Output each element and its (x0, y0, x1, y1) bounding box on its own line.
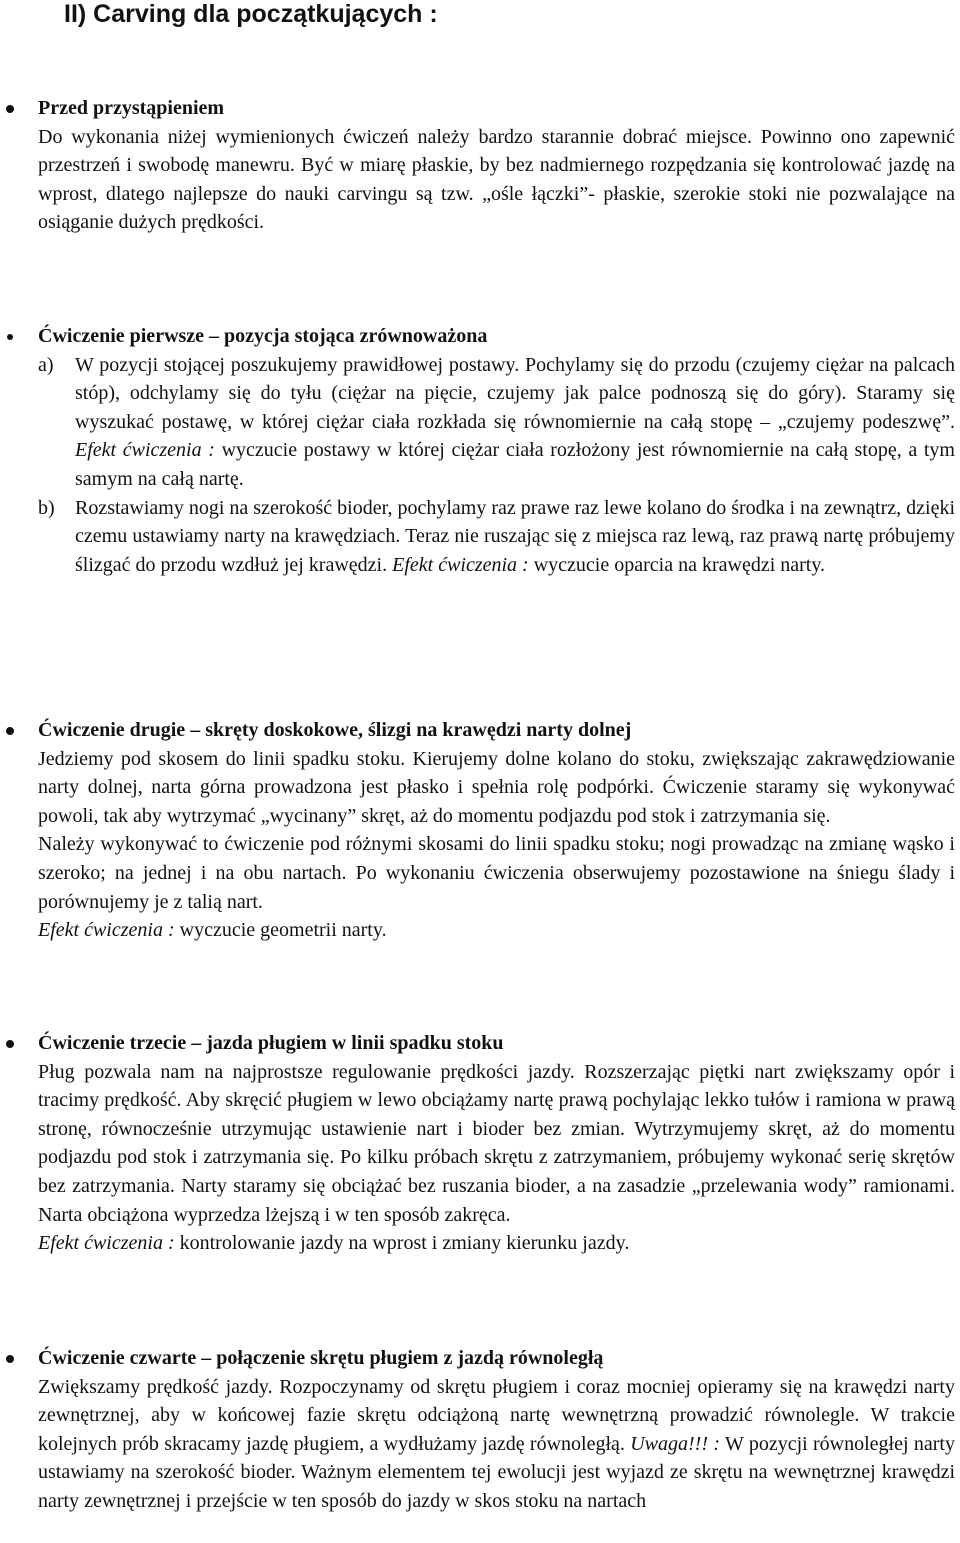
effect-line (38, 916, 955, 945)
section-body (38, 1373, 955, 1516)
item-text: Rozstawiamy nogi na szerokość bioder, pochylamy raz prawe raz lewe kolano do środka i na zewnątrz, dzięki czemu ustawiamy narty na krawędziach. Teraz nie ruszając się z miejsca raz lewą, raz prawą nartę próbujemy ślizgać do przodu wzdłuż jej krawędzi. (75, 496, 955, 576)
section-title: Ćwiczenie pierwsze – pozycja stojąca zrównoważona (38, 325, 488, 347)
effect-text: kontrolowanie jazdy na wprost i zmiany kierunku jazdy. (174, 1232, 630, 1255)
effect-text: wyczucie postawy w której ciężar ciała rozłożony jest równomiernie na całą stopę, a tym samym na całą nartę. (75, 439, 955, 490)
bullet-icon (6, 105, 14, 113)
section-title: Ćwiczenie trzecie – jazda pługiem w linii spadku stoku (38, 1032, 504, 1054)
list-item (38, 351, 955, 494)
section-body: Pług pozwala nam na najprostsze regulowanie prędkości jazdy. Rozszerzając piętki nart zwiększamy opór i tracimy prędkość. Aby skręcić pługiem w lewo obciążamy nartę prawą pochylając lekko tułów i ramiona w prawą stronę, równocześnie utrzymując ustawienie nart i bioder bez zmian. Wytrzymujemy skręt, aż do momentu podjazdu pod stok i zatrzymania się. Po kilku próbach skrętu z zatrzymaniem, próbujemy wykonać serię skrętów bez zatrzymania. Narty staramy się obciążać bez ruszania bioder, a na zasadzie „przelewania wody” ramionami. Narta obciążona wyprzedza lżejszą i w ten sposób zakręca. (38, 1060, 955, 1226)
effect-line (38, 1229, 955, 1258)
effect-label: Efekt ćwiczenia : (392, 553, 529, 576)
body-start: Zwiększamy prędkość jazdy. Rozpoczynamy od skrętu pługiem i coraz mocniej opieramy się na krawędzi narty zewnętrznej, aby w końcowej fazie skrętu odciążoną nartę wewnętrzną prowadzić równolegle. W trakcie kolejnych prób skracamy jazdę pługiem, a wydłużamy jazdę równoległą. (38, 1375, 955, 1455)
section-title: Ćwiczenie czwarte – połączenie skrętu pługiem z jazdą równoległą (38, 1347, 604, 1369)
effect-label: Efekt ćwiczenia : (38, 1232, 175, 1255)
bullet-icon (6, 1355, 14, 1363)
section-title: Przed przystąpieniem (38, 97, 225, 119)
effect-text: wyczucie geometrii narty. (174, 919, 387, 942)
section-exercise-3 (38, 1029, 955, 1258)
item-marker: a) (38, 353, 54, 376)
section-exercise-1 (38, 322, 955, 579)
bullet-icon (6, 727, 14, 735)
section-paragraph: Jedziemy pod skosem do linii spadku stoku. Kierujemy dolne kolano do stoku, zwiększając zakrawędziowanie narty dolnej, narta górna prowadzona jest płasko i spełnia rolę podpórki. Ćwiczenie staramy się wykonywać powoli, tak aby wytrzymać „wycinany” skręt, aż do momentu podjazdu pod stok i zatrzymania się. (38, 747, 955, 827)
warning-label: Uwaga!!! : (630, 1432, 720, 1455)
effect-text: wyczucie oparcia na krawędzi narty. (528, 553, 826, 576)
section-title: Ćwiczenie drugie – skręty doskokowe, ślizgi na krawędzi narty dolnej (38, 719, 632, 741)
bullet-icon (6, 1040, 14, 1048)
section-exercise-2 (38, 716, 955, 945)
section-body: Do wykonania niżej wymienionych ćwiczeń należy bardzo starannie dobrać miejsce. Powinno ono zapewnić przestrzeń i swobodę manewru. Być w miarę płaskie, by bez nadmiernego rozpędzania się kontrolować jazdę na wprost, dlatego najlepsze do nauki carvingu są tzw. „ośle łączki”- płaskie, szerokie stoki nie pozwalające na osiąganie dużych prędkości. (38, 125, 955, 234)
list-item (38, 494, 955, 580)
effect-label: Efekt ćwiczenia : (38, 919, 175, 942)
body-end: W pozycji równoległej narty ustawiamy na szerokość bioder. Ważnym elementem tej ewolucji jest wyjazd ze skrętu na wewnętrznej krawędzi narty zewnętrznej i przejście w ten sposób do jazdy w skos stoku na nartach (38, 1432, 955, 1512)
effect-label: Efekt ćwiczenia : (75, 439, 215, 462)
section-exercise-4 (38, 1344, 955, 1516)
section-paragraph: Należy wykonywać to ćwiczenie pod różnymi skosami do linii spadku stoku; nogi prowadząc na zmianę wąsko i szeroko; na jednej i na obu nartach. Po wykonaniu ćwiczenia obserwujemy pozostawione na śniegu ślady i porównujemy je z talią nart. (38, 833, 955, 913)
page-title: II) Carving dla początkujących : (64, 0, 438, 28)
bullet-icon (7, 334, 13, 340)
section-before-starting (38, 94, 955, 237)
item-text: W pozycji stojącej poszukujemy prawidłowej postawy. Pochylamy się do przodu (czujemy ciężar na palcach stóp), odchylamy się do tyłu (ciężar na pięcie, czujemy jak palce podnoszą się do góry). Staramy się wyszukać postawę, w której ciężar ciała rozkłada się równomiernie na całą stopę – „czujemy podeszwę”. (75, 353, 955, 433)
item-marker: b) (38, 496, 55, 519)
